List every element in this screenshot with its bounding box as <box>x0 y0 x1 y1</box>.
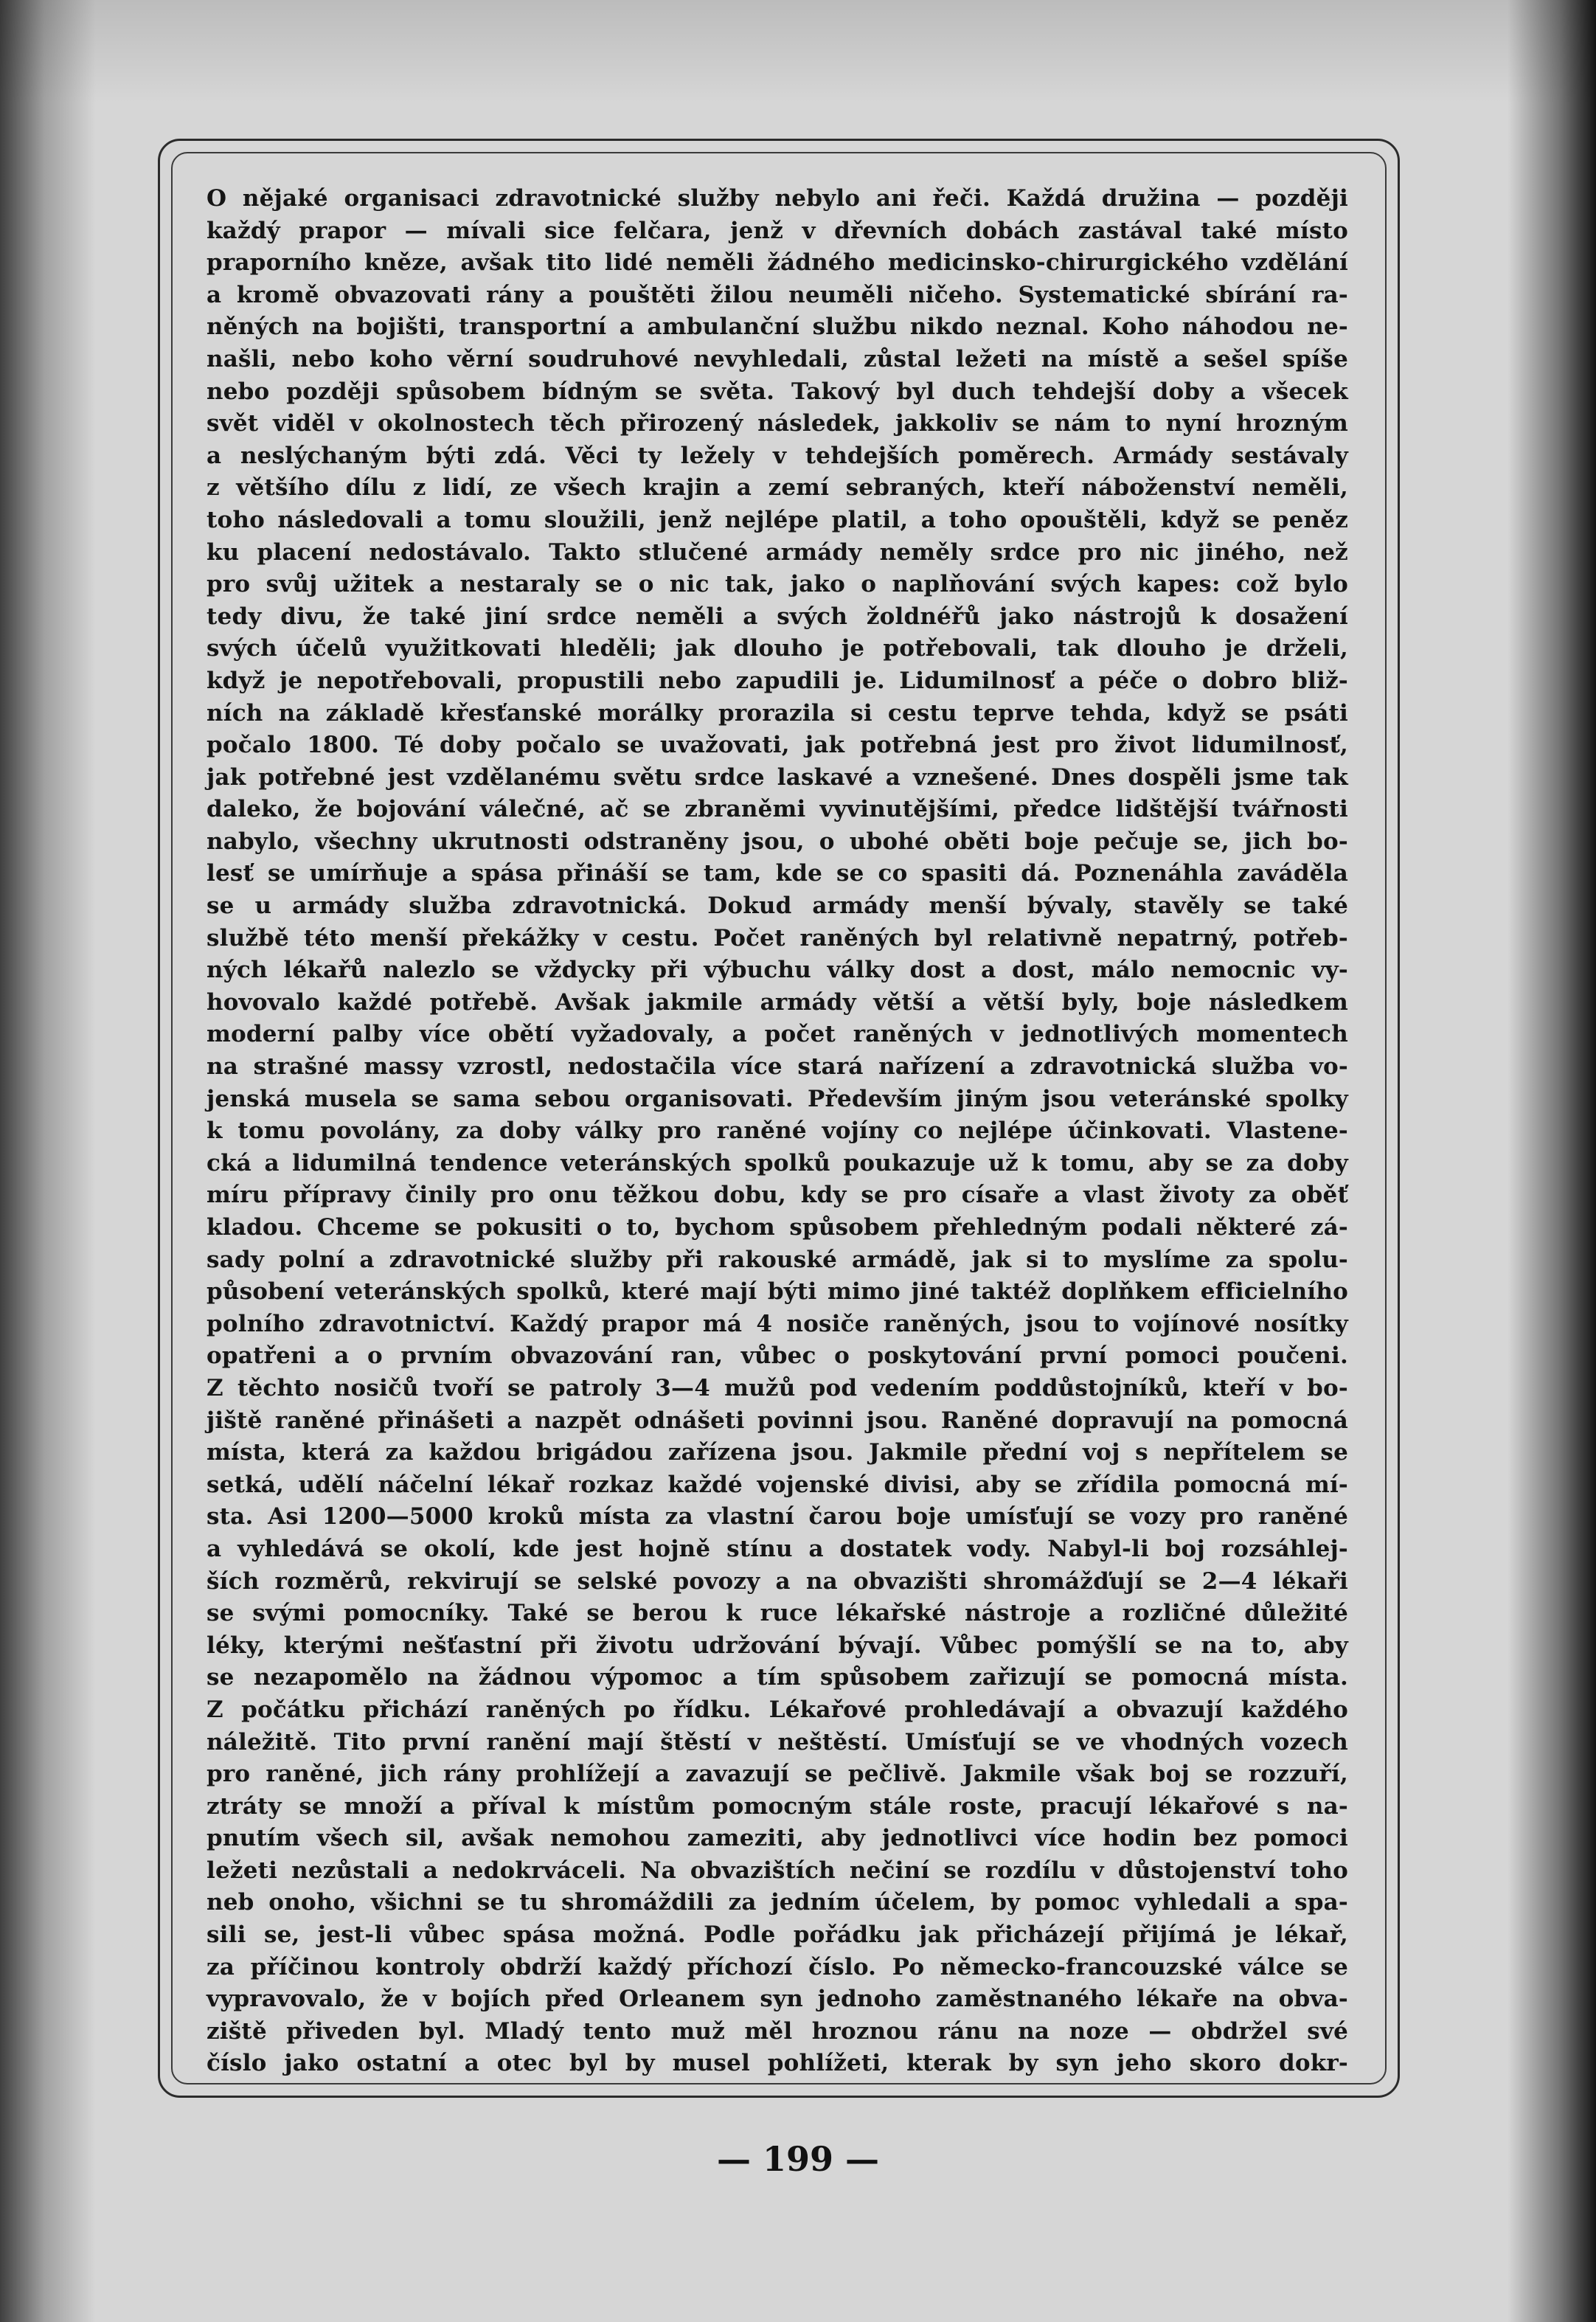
text-line: našli, nebo koho věrní soudruhové nevyhledali, zůstal ležeti na místě a sešel spíše <box>207 345 1348 372</box>
text-line: a neslýchaným býti zdá. Věci ty ležely v tehdejších poměrech. Armády sestávaly <box>207 442 1348 469</box>
text-line: počalo 1800. Té doby počalo se uvažovati, jak potřebná jest pro život lidumilnosť, <box>207 732 1348 759</box>
text-line: z většího dílu z lidí, ze všech krajin a zemí sebraných, kteří náboženství neměli, <box>207 474 1348 502</box>
text-line: jak potřebné jest vzdělanému světu srdce laskavé a vznešené. Dnes dospěli jsme tak <box>207 763 1348 791</box>
text-line: pro raněné, jich rány prohlížejí a zavazují se pečlivě. Jakmile však boj se rozzuří, <box>207 1761 1348 1788</box>
text-line: nebo později spůsobem bídným se světa. Takový byl duch tehdejší doby a všecek <box>207 378 1348 405</box>
text-line: k tomu povolány, za doby války pro raněné vojíny co nejlépe účinkovati. Vlastene- <box>207 1117 1348 1145</box>
text-line: nabylo, všechny ukrutnosti odstraněny jsou, o ubohé oběti boje pečuje se, jich bo- <box>207 828 1348 855</box>
text-line: ziště přiveden byl. Mladý tento muž měl hroznou ránu na noze — obdržel své <box>207 2017 1348 2045</box>
text-line: svých účelů využitkovati hleděli; jak dlouho je potřebovali, tak dlouho je drželi, <box>207 635 1348 662</box>
text-line: míru přípravy činily pro onu těžkou dobu, kdy se pro císaře a vlast životy za oběť <box>207 1182 1348 1209</box>
text-line: ležeti nezůstali a nedokrváceli. Na obvazištích nečiní se rozdílu v důstojenství toho <box>207 1857 1348 1884</box>
text-line: za příčinou kontroly obdrží každý příchozí číslo. Po německo-francouzské válce se <box>207 1953 1348 1980</box>
text-line: místa, která za každou brigádou zařízena jsou. Jakmile přední voj s nepřítelem se <box>207 1439 1348 1466</box>
text-line: neb onoho, všichni se tu shromáždili za jedním účelem, by pomoc vyhledali a spa- <box>207 1889 1348 1916</box>
text-line: číslo jako ostatní a otec byl by musel pohlížeti, kterak by syn jeho skoro dokr- <box>207 2050 1348 2077</box>
text-line: se nezapomělo na žádnou výpomoc a tím spůsobem zařizují se pomocná místa. <box>207 1664 1348 1691</box>
text-line: svět viděl v okolnostech těch přirozený následek, jakkoliv se nám to nyní hrozným <box>207 410 1348 437</box>
text-line: sady polní a zdravotnické služby při rakouské armádě, jak si to myslíme za spolu- <box>207 1246 1348 1273</box>
text-line: léky, kterými nešťastní při životu udržování bývají. Vůbec pomýšlí se na to, aby <box>207 1632 1348 1659</box>
text-line: hovovalo každé potřebě. Avšak jakmile armády větší a větší byly, boje následkem <box>207 988 1348 1016</box>
text-line: O nějaké organisaci zdravotnické služby nebylo ani řeči. Každá družina — později <box>207 185 1348 212</box>
text-line: polního zdravotnictví. Každý prapor má 4 nosiče raněných, jsou to vojínové nosítky <box>207 1310 1348 1337</box>
body-text <box>207 183 1348 2080</box>
text-line: opatřeni a o prvním obvazování ran, vůbec o poskytování první pomoci poučeni. <box>207 1342 1348 1370</box>
text-line: vypravovalo, že v bojích před Orleanem syn jednoho zaměstnaného lékaře na obva- <box>207 1986 1348 2013</box>
text-line: sta. Asi 1200—5000 kroků místa za vlastní čarou boje umísťují se vozy pro raněné <box>207 1503 1348 1531</box>
text-line: setká, udělí náčelní lékař rozkaz každé vojenské divisi, aby se zřídila pomocná mí- <box>207 1471 1348 1498</box>
text-line: lesť se umírňuje a spása přináší se tam, kde se co spasiti dá. Poznenáhla zaváděla <box>207 860 1348 887</box>
text-line: Z těchto nosičů tvoří se patroly 3—4 mužů pod vedením poddůstojníků, kteří v bo- <box>207 1374 1348 1401</box>
text-line: ku placení nedostávalo. Takto stlučené armády neměly srdce pro nic jiného, než <box>207 538 1348 566</box>
text-line: daleko, že bojování válečné, ač se zbraněmi vyvinutějšími, předce lidštější tvářnosti <box>207 796 1348 823</box>
text-line: a kromě obvazovati rány a pouštěti žilou neuměli ničeho. Systematické sbírání ra- <box>207 281 1348 308</box>
text-line: ších rozměrů, rekvirují se selské povozy a na obvazišti shromážďují se 2—4 lékaři <box>207 1567 1348 1595</box>
text-line: sili se, jest-li vůbec spása možná. Podle pořádku jak přicházejí přijímá je lékař, <box>207 1921 1348 1949</box>
text-line: ních na základě křesťanské morálky prorazila si cestu teprve tehda, když se psáti <box>207 699 1348 727</box>
text-line: Z počátku přichází raněných po řídku. Lékařové prohledávají a obvazují každého <box>207 1696 1348 1723</box>
text-line: jenská musela se sama sebou organisovati. Především jiným jsou veteránské spolky <box>207 1085 1348 1112</box>
text-line: ných lékařů nalezlo se vždycky při výbuchu války dost a dost, málo nemocnic vy- <box>207 957 1348 984</box>
text-line: toho následovali a tomu sloužili, jenž nejlépe platil, a toho opouštěli, když se peněz <box>207 506 1348 533</box>
text-line: kladou. Chceme se pokusiti o to, bychom spůsobem přehledným podali některé zá- <box>207 1214 1348 1241</box>
text-line: každý prapor — mívali sice felčara, jenž v dřevních dobách zastával také místo <box>207 217 1348 244</box>
text-line: tedy divu, že také jiní srdce neměli a svých žoldnéřů jako nástrojů k dosažení <box>207 603 1348 630</box>
text-line: se u armády služba zdravotnická. Dokud armády menší bývaly, stavěly se také <box>207 893 1348 920</box>
text-line: působení veteránských spolků, které mají býti mimo jiné taktéž doplňkem efficielního <box>207 1278 1348 1306</box>
text-line: na strašné massy vzrostl, nedostačila více stará nařízení a zdravotnická služba vo- <box>207 1053 1348 1081</box>
text-line: pro svůj užitek a nestaraly se o nic tak, jako o naplňování svých kapes: což bylo <box>207 571 1348 598</box>
text-line: cká a lidumilná tendence veteránských spolků poukazuje už k tomu, aby se za doby <box>207 1149 1348 1176</box>
text-line: když je nepotřebovali, propustili nebo zapudili je. Lidumilnosť a péče o dobro bliž- <box>207 667 1348 694</box>
text-line: náležitě. Tito první ranění mají štěstí v neštěstí. Umísťují se ve vhodných vozech <box>207 1728 1348 1756</box>
text-line: praporního kněze, avšak tito lidé neměli žádného medicinsko-chirurgického vzdělání <box>207 249 1348 277</box>
text-line: moderní palby více obětí vyžadovaly, a počet raněných v jednotlivých momentech <box>207 1021 1348 1048</box>
text-line: službě této menší překážky v cestu. Počet raněných byl relativně nepatrný, potřeb- <box>207 924 1348 952</box>
text-line: něných na bojišti, transportní a ambulanční službu nikdo neznal. Koho náhodou ne- <box>207 313 1348 341</box>
page-number: — 199 — <box>716 2139 880 2179</box>
text-line: ztráty se množí a příval k místům pomocným stále roste, pracují lékařové s na- <box>207 1792 1348 1820</box>
text-line: jiště raněné přinášeti a nazpět odnášeti povinni jsou. Raněné dopravují na pomocná <box>207 1407 1348 1434</box>
text-line: pnutím všech sil, avšak nemohou zameziti, aby jednotlivci více hodin bez pomoci <box>207 1825 1348 1852</box>
text-line: se svými pomocníky. Také se berou k ruce lékařské nástroje a rozličné důležité <box>207 1600 1348 1627</box>
text-line: a vyhledává se okolí, kde jest hojně stínu a dostatek vody. Nabyl-li boj rozsáhlej- <box>207 1535 1348 1562</box>
